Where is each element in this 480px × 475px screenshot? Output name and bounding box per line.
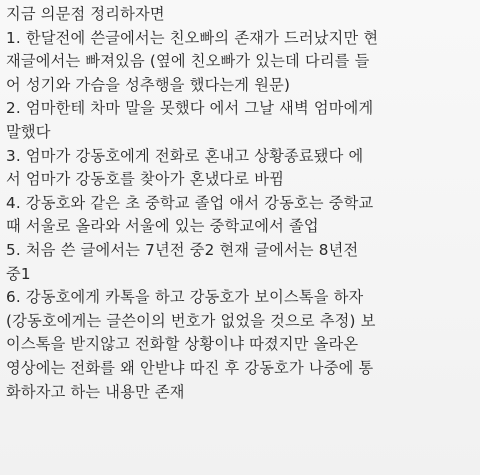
- note-line: 4. 강동호와 같은 초 중학교 졸업 애서 강동호는 중학교: [6, 193, 374, 212]
- note-line: 6. 강동호에게 카톡을 하고 강동호가 보이스톡을 하자: [6, 288, 364, 307]
- note-line: 말했다: [6, 122, 51, 141]
- note-line: 영상에는 전화를 왜 안받냐 따진 후 강동호가 나중에 통: [6, 358, 374, 377]
- note-line: 화하자고 하는 내용만 존재: [6, 382, 185, 401]
- note-line: 2. 엄마한테 차마 말을 못했다 에서 그날 새벽 엄마에게: [6, 99, 374, 118]
- note-line: 재글에서는 빠져있음 (옆에 친오빠가 있는데 다리를 들: [6, 52, 370, 71]
- note-text-body[interactable]: [6, 3, 476, 404]
- note-line: 때 서울로 올라와 서울에 있는 중학교에서 졸업: [6, 217, 319, 236]
- note-line: 이스톡을 받지않고 전화할 상황이냐 따졌지만 올라온: [6, 335, 359, 354]
- note-line: 5. 처음 쓴 글에서는 7년전 중2 현재 글에서는 8년전: [6, 240, 359, 259]
- note-line: 3. 엄마가 강동호에게 전화로 혼내고 상황종료됐다 에: [6, 146, 364, 165]
- note-line: (강동호에게는 글쓴이의 번호가 없었을 것으로 추정) 보: [6, 311, 376, 330]
- note-line: 1. 한달전에 쓴글에서는 친오빠의 존재가 드러났지만 현: [6, 28, 379, 47]
- note-line: 중1: [6, 264, 31, 283]
- note-line: 어 성기와 가슴을 성추행을 했다는게 원문): [6, 75, 291, 94]
- note-line: 지금 의문점 정리하자면: [6, 5, 165, 23]
- note-line: 서 엄마가 강동호를 찾아가 혼냈다로 바뀜: [6, 170, 284, 189]
